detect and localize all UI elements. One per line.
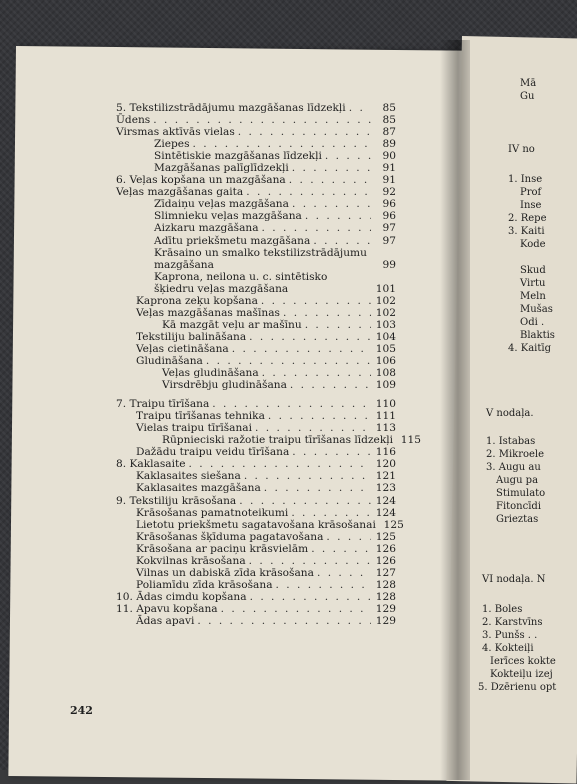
- toc-entry-page: 109: [375, 379, 396, 392]
- right-page-text-fragment: Grieztas: [496, 514, 539, 525]
- toc-entry-page: 126: [375, 554, 396, 567]
- toc-entry-title: Ūdens: [116, 114, 151, 127]
- right-page-text-fragment: IV no: [508, 144, 535, 155]
- toc-entry-title: Kaprona zeķu kopšana: [136, 294, 258, 307]
- toc-entry-page: 92: [382, 186, 396, 199]
- toc-entry-page: 91: [382, 162, 396, 175]
- toc-entry: [116, 531, 396, 543]
- right-page-text-fragment: 2. Karstvīns: [482, 617, 543, 628]
- toc-entry: [116, 379, 396, 391]
- toc-leader-dots: [290, 379, 371, 391]
- toc-entry-page: 115: [400, 434, 422, 447]
- toc-entry: [116, 138, 396, 150]
- toc-entry-title: Kaklasaites siešana: [136, 470, 241, 483]
- toc-leader-dots: [317, 567, 371, 579]
- toc-entry-page: 113: [375, 422, 396, 435]
- toc-entry: [116, 102, 396, 114]
- toc-entry-page: 110: [375, 398, 396, 411]
- toc-entry-title: Veļas mazgāšanas mašīnas: [136, 306, 280, 319]
- toc-leader-dots: [261, 295, 371, 307]
- toc-entry-page: 97: [382, 222, 396, 235]
- right-page-text-fragment: 3. Punšs . .: [482, 630, 538, 641]
- toc-entry-title: 9. Tekstiliju krāsošana: [116, 494, 237, 507]
- toc-entry: [116, 518, 404, 531]
- toc-leader-dots: [262, 367, 371, 379]
- toc-entry-page: 85: [382, 114, 396, 127]
- toc-entry: [116, 319, 396, 331]
- right-page-text-fragment: 1. Boles: [482, 604, 523, 615]
- toc-entry-title: Virsdrēbju gludināšana: [162, 379, 287, 392]
- toc-entry-page: 111: [375, 410, 396, 423]
- right-page-text-fragment: Kokteiļu izej: [490, 669, 553, 680]
- toc-entry-title: Kā mazgāt veļu ar mašīnu: [162, 318, 302, 331]
- toc-entry: [116, 567, 396, 579]
- toc-entry-page: 125: [383, 518, 404, 531]
- toc-entry-title: Krāsaino un smalko tekstilizstrādājumu mazgāšana: [154, 246, 367, 271]
- toc-entry: [116, 235, 396, 247]
- toc-entry: [116, 114, 396, 126]
- toc-leader-dots: [246, 186, 371, 198]
- book-gutter: [440, 40, 470, 780]
- toc-leader-dots: [291, 507, 371, 519]
- toc-entry-page: 108: [375, 367, 396, 380]
- toc-leader-dots: [292, 446, 371, 458]
- toc-leader-dots: [189, 458, 372, 470]
- toc-entry-title: 6. Veļas kopšana un mazgāšana: [116, 174, 286, 187]
- toc-entry: [116, 555, 396, 567]
- right-page-text-fragment: Odi .: [520, 317, 545, 328]
- toc-entry: [116, 458, 396, 470]
- toc-entry-title: Dažādu traipu veidu tīrīšana: [136, 446, 290, 459]
- toc-entry: [116, 126, 396, 138]
- toc-leader-dots: [292, 162, 371, 174]
- toc-entry: [116, 162, 396, 174]
- toc-entry-title: Gludināšana: [136, 354, 203, 367]
- toc-leader-dots: [262, 222, 371, 234]
- toc-leader-dots: [268, 410, 371, 422]
- right-page-text-fragment: 4. Kokteiļi: [482, 643, 534, 654]
- toc-entry: [116, 603, 396, 615]
- right-page-text-fragment: Mušas: [520, 304, 553, 315]
- toc-entry: [116, 367, 396, 379]
- right-page-text-fragment: Ierīces kokte: [490, 656, 556, 667]
- toc-leader-dots: [249, 555, 371, 567]
- toc-entry: [116, 343, 396, 355]
- toc-entry-title: Krāsošana ar paciņu krāsvielām: [136, 542, 309, 555]
- toc-leader-dots: [305, 319, 371, 331]
- toc-leader-dots: [264, 482, 371, 494]
- toc-entry-title: Mazgāšanas palīglīdzekļi: [154, 162, 289, 175]
- toc-entry-title: Kaklasaites mazgāšana: [136, 482, 261, 495]
- toc-leader-dots: [311, 543, 371, 555]
- toc-entry-title: Tekstiliju balināšana: [136, 330, 247, 343]
- right-page-text-fragment: 2. Mikroele: [486, 449, 545, 460]
- toc-entry-title: Veļas gludināšana: [162, 367, 259, 380]
- toc-entry-title: 7. Traipu tīrīšana: [116, 398, 210, 411]
- toc-leader-dots: [244, 470, 371, 482]
- toc-entry-title: Kaprona, neilona u. c. sintētisko šķiedru veļas mazgāšana: [154, 270, 328, 295]
- toc-entry-page: 99: [382, 258, 396, 271]
- toc-entry-title: Adītu priekšmetu mazgāšana: [154, 234, 311, 247]
- toc-entry-title: Krāsošanas pamatnoteikumi: [136, 506, 289, 519]
- right-page-text-fragment: Prof: [520, 187, 542, 198]
- toc-entry-title: 11. Apavu kopšana: [116, 602, 218, 615]
- right-page-text-fragment: 1. Istabas: [486, 436, 536, 447]
- toc-entry: [116, 174, 396, 186]
- right-page-text-fragment: Fitoncīdi: [496, 501, 542, 512]
- toc-entry-title: Krāsošanas šķīduma pagatavošana: [136, 530, 324, 543]
- toc-entry: [116, 186, 396, 198]
- toc-leader-dots: [325, 150, 371, 162]
- toc-leader-dots: [221, 603, 371, 615]
- toc-entry-page: 87: [382, 126, 396, 139]
- toc-entry: [116, 307, 396, 319]
- toc-entry-page: 96: [382, 210, 396, 223]
- toc-entry-page: 101: [375, 282, 396, 295]
- toc-leader-dots: [283, 307, 371, 319]
- toc-entry: [116, 422, 396, 434]
- toc-entry-page: 91: [382, 174, 396, 187]
- right-page-text-fragment: VI nodaļa. N: [482, 574, 546, 585]
- toc-entry-page: 126: [375, 542, 396, 555]
- right-page-text-fragment: Gu: [520, 91, 535, 102]
- toc-entry-page: 96: [382, 198, 396, 211]
- toc-leader-dots: [250, 591, 371, 603]
- right-page-text-fragment: V nodaļa.: [486, 408, 534, 419]
- right-page-text-fragment: 5. Dzērienu opt: [478, 682, 557, 693]
- toc-entry-title: Ādas apavi: [136, 614, 195, 627]
- toc-entry: [116, 615, 396, 627]
- toc-leader-dots: [276, 579, 371, 591]
- toc-entry: [116, 495, 396, 507]
- toc-leader-dots: [232, 343, 371, 355]
- right-page-text-fragment: Kode: [520, 239, 546, 250]
- toc-entry: [116, 446, 396, 458]
- toc-entry-title: Veļas cietināšana: [136, 342, 229, 355]
- right-page-text-fragment: Inse: [520, 200, 542, 211]
- toc-entry-title: Zīdaiņu veļas mazgāšana: [154, 198, 289, 211]
- toc-entry: [116, 150, 396, 162]
- toc-entry: [116, 482, 396, 494]
- toc-leader-dots: [249, 331, 371, 343]
- right-page-text-fragment: Blaktis: [520, 330, 555, 341]
- toc-entry-title: Slimnieku veļas mazgāšana: [154, 210, 302, 223]
- toc-entry-page: 104: [375, 330, 396, 343]
- toc-entry-title: Traipu tīrīšanas tehnika: [136, 410, 265, 423]
- toc-leader-dots: [206, 355, 371, 367]
- toc-entry: [116, 210, 396, 222]
- toc-entry-title: Ziepes: [154, 138, 190, 151]
- toc-entry-page: 116: [375, 446, 396, 459]
- right-page-text-fragment: 3. Kaiti: [508, 226, 545, 237]
- toc-entry: [116, 470, 396, 482]
- toc-entry-title: Veļas mazgāšanas gaita: [116, 186, 244, 199]
- toc-leader-dots: [193, 138, 371, 150]
- page-number: 242: [70, 704, 93, 717]
- table-of-contents-left: [116, 102, 422, 627]
- toc-entry-page: 129: [375, 602, 396, 615]
- right-page-text-fragment: Meln: [520, 291, 546, 302]
- toc-entry-page: 128: [375, 590, 396, 603]
- toc-entry-page: 128: [375, 578, 396, 591]
- toc-entry: [116, 222, 396, 234]
- right-page-text-fragment: Augu pa: [496, 475, 539, 486]
- toc-entry-title: Aizkaru mazgāšana: [154, 222, 259, 235]
- toc-leader-dots: [289, 174, 371, 186]
- toc-entry-page: 97: [382, 234, 396, 247]
- toc-entry-page: 124: [375, 494, 396, 507]
- toc-entry: [116, 271, 396, 295]
- toc-entry: [116, 507, 396, 519]
- toc-entry-page: 90: [382, 150, 396, 163]
- right-page-text-fragment: Stimulato: [496, 488, 546, 499]
- toc-leader-dots: [313, 235, 371, 247]
- toc-entry-title: Poliamīdu zīda krāsošana: [136, 578, 273, 591]
- toc-entry-title: Kokvilnas krāsošana: [136, 554, 246, 567]
- toc-entry-page: 89: [382, 138, 396, 151]
- toc-entry: [116, 398, 396, 410]
- toc-entry-page: 123: [375, 482, 396, 495]
- toc-entry: [116, 247, 396, 271]
- toc-entry: [116, 591, 396, 603]
- toc-entry-page: 125: [375, 530, 396, 543]
- toc-entry-title: 8. Kaklasaite: [116, 458, 186, 471]
- toc-entry-title: Rūpnieciski ražotie traipu tīrīšanas līdzekļi: [162, 434, 394, 447]
- toc-leader-dots: [238, 126, 371, 138]
- toc-entry-page: 127: [375, 566, 396, 579]
- toc-entry: [116, 198, 396, 210]
- right-page-text-fragment: 2. Repe: [508, 213, 547, 224]
- toc-leader-dots: [212, 398, 371, 410]
- toc-entry-page: 120: [375, 458, 396, 471]
- toc-entry: [116, 355, 396, 367]
- toc-entry-page: 121: [375, 470, 396, 483]
- toc-entry-page: 102: [375, 294, 396, 307]
- toc-entry-title: Vilnas un dabiskā zīda krāsošana: [136, 566, 314, 579]
- right-page-text-fragment: 4. Kaitīg: [508, 343, 551, 354]
- toc-entry-page: 124: [375, 506, 396, 519]
- toc-leader-dots: [305, 210, 371, 222]
- toc-entry-page: 102: [375, 306, 396, 319]
- toc-entry: [116, 331, 396, 343]
- right-page-text-fragment: Mā: [520, 78, 537, 89]
- toc-entry: [116, 543, 396, 555]
- toc-entry: [116, 295, 396, 307]
- toc-entry: [116, 410, 396, 422]
- toc-gap: [116, 391, 396, 398]
- toc-entry-page: 105: [375, 342, 396, 355]
- toc-entry-page: 103: [375, 318, 396, 331]
- toc-entry-title: Lietotu priekšmetu sagatavošana krāsošanai: [136, 518, 376, 531]
- toc-entry-title: Virsmas aktīvās vielas: [116, 126, 235, 139]
- right-page-text-fragment: Virtu: [520, 278, 546, 289]
- toc-entry: [116, 579, 396, 591]
- toc-entry-title: Sintētiskie mazgāšanas līdzekļi: [154, 150, 322, 163]
- toc-entry-title: 5. Tekstilizstrādājumu mazgāšanas līdzekļi: [116, 102, 346, 114]
- toc-leader-dots: [153, 114, 371, 126]
- toc-leader-dots: [349, 102, 371, 114]
- toc-leader-dots: [326, 531, 371, 543]
- toc-entry-page: 106: [375, 354, 396, 367]
- toc-entry-title: 10. Ādas cimdu kopšana: [116, 590, 247, 603]
- right-page-text-fragment: 1. Inse: [508, 174, 543, 185]
- toc-entry-title: Vielas traipu tīrīšanai: [136, 422, 253, 435]
- toc-entry: [116, 434, 422, 447]
- toc-leader-dots: [197, 615, 371, 627]
- toc-leader-dots: [292, 198, 371, 210]
- right-page-text-fragment: Skud: [520, 265, 546, 276]
- toc-entry-page: 85: [382, 102, 396, 114]
- right-page-text-fragment: 3. Augu au: [486, 462, 541, 473]
- toc-leader-dots: [255, 422, 371, 434]
- toc-entry-page: 129: [375, 614, 396, 627]
- toc-leader-dots: [239, 495, 371, 507]
